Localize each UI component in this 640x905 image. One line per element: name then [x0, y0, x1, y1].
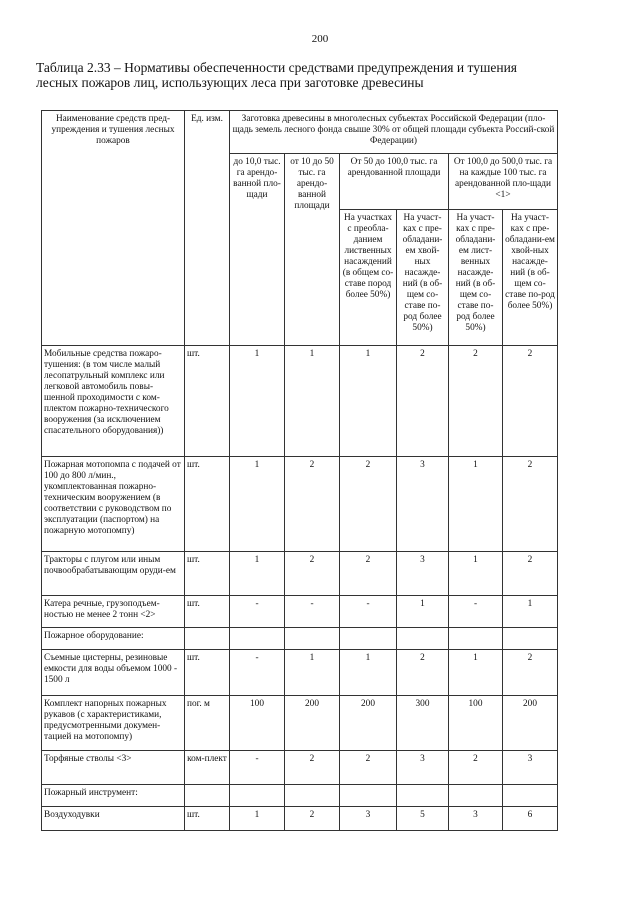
- row-value: 3: [503, 751, 558, 785]
- row-value: 2: [340, 751, 397, 785]
- row-value: 100: [230, 696, 285, 751]
- table-row: [42, 807, 558, 831]
- row-name: Тракторы с плугом или иным почвообрабатывающим оруди-ем: [42, 552, 185, 596]
- row-value: 2: [285, 552, 340, 596]
- table-row: [42, 346, 558, 457]
- page-number: 200: [311, 33, 329, 45]
- table-section-row: [42, 628, 558, 650]
- row-value: 2: [449, 346, 503, 457]
- row-unit: шт.: [185, 807, 230, 831]
- row-value: 2: [397, 650, 449, 696]
- row-value: 1: [285, 346, 340, 457]
- row-value: 2: [449, 751, 503, 785]
- row-value: -: [285, 596, 340, 628]
- row-value: 1: [397, 596, 449, 628]
- row-value: 2: [503, 457, 558, 552]
- table-row: [42, 696, 558, 751]
- row-name: Съемные цистерны, резиновые емкости для воды объемом 1000 - 1500 л: [42, 650, 185, 696]
- row-value: 2: [340, 457, 397, 552]
- row-unit: шт.: [185, 346, 230, 457]
- row-value: 1: [449, 650, 503, 696]
- row-unit: шт.: [185, 457, 230, 552]
- header-sub-2: от 10 до 50 тыс. га арендо-ванной площади: [285, 154, 340, 346]
- row-value: 200: [340, 696, 397, 751]
- header-sub-3b: На участ-ках с пре-обладани-ем хвой-ных насажде-ний (в об-щем со-ставе по-род более 50%): [397, 210, 449, 346]
- table-row: [42, 552, 558, 596]
- row-name: Пожарная мотопомпа с подачей от 100 до 800 л/мин., укомплектованная пожарно-техническим вооружением (в соответствии с руководством по эксплуатации (паспортом) на пожарную мотопомпу): [42, 457, 185, 552]
- row-value: 1: [230, 346, 285, 457]
- row-value: -: [340, 596, 397, 628]
- table-row: [42, 751, 558, 785]
- row-value: 1: [285, 650, 340, 696]
- row-value: 1: [340, 650, 397, 696]
- row-value: 200: [503, 696, 558, 751]
- row-value: 1: [230, 457, 285, 552]
- row-value: 3: [397, 751, 449, 785]
- section-heading: Пожарный инструмент:: [42, 785, 185, 807]
- row-value: 2: [340, 552, 397, 596]
- section-heading: Пожарное оборудование:: [42, 628, 185, 650]
- row-unit: шт.: [185, 552, 230, 596]
- row-value: 2: [503, 346, 558, 457]
- row-value: -: [230, 596, 285, 628]
- row-value: 2: [397, 346, 449, 457]
- table-row: [42, 457, 558, 552]
- row-value: 5: [397, 807, 449, 831]
- caption-line-2: лесных пожаров лиц, использующих леса при заготовке древесины: [36, 75, 424, 90]
- row-name: Торфяные стволы <3>: [42, 751, 185, 785]
- table-caption: [36, 60, 606, 90]
- norms-table: [41, 110, 558, 831]
- row-value: 200: [285, 696, 340, 751]
- table-row: [42, 596, 558, 628]
- header-sub-4: От 100,0 до 500,0 тыс. га на каждые 100 тыс. га арендованной пло-щади <1>: [449, 154, 558, 210]
- row-value: 2: [503, 552, 558, 596]
- caption-line-1: Таблица 2.33 – Нормативы обеспеченности средствами предупреждения и тушения: [36, 60, 518, 75]
- header-sub-4a: На участ-ках с пре-обладани-ем лист-венных насажде-ний (в об-щем со-ставе по-род более 50%): [449, 210, 503, 346]
- row-value: 1: [503, 596, 558, 628]
- header-sub-3: От 50 до 100,0 тыс. га арендованной площади: [340, 154, 449, 210]
- row-value: -: [449, 596, 503, 628]
- row-unit: шт.: [185, 650, 230, 696]
- table-row: [42, 650, 558, 696]
- row-value: 1: [340, 346, 397, 457]
- row-value: 3: [397, 457, 449, 552]
- row-name: Комплект напорных пожарных рукавов (с характеристиками, предусмотренными докумен-тацией на мотопомпу): [42, 696, 185, 751]
- row-value: 2: [285, 457, 340, 552]
- row-value: 3: [340, 807, 397, 831]
- row-value: 1: [230, 807, 285, 831]
- header-group: Заготовка древесины в многолесных субъектах Российской Федерации (пло-щадь земель лесного фонда свыше 30% от общей площади субъекта Россий-ской Федерации): [230, 111, 558, 154]
- row-value: 2: [285, 807, 340, 831]
- header-sub-1: до 10,0 тыс. га арендо-ванной пло-щади: [230, 154, 285, 346]
- header-sub-3a: На участках с преобла-данием лиственных насаждений (в общем со-ставе пород более 50%): [340, 210, 397, 346]
- row-value: 2: [285, 751, 340, 785]
- row-value: 6: [503, 807, 558, 831]
- row-unit: шт.: [185, 596, 230, 628]
- row-value: -: [230, 650, 285, 696]
- row-unit: пог. м: [185, 696, 230, 751]
- row-value: 3: [397, 552, 449, 596]
- row-name: Мобильные средства пожаро-тушения: (в том числе малый лесопатрульный комплекс или легковой автомобиль повы-шенной проходимости с ком-плектом пожарно-технического вооружения (за исключением спасательного оборудования)): [42, 346, 185, 457]
- row-value: -: [230, 751, 285, 785]
- row-value: 1: [449, 552, 503, 596]
- row-unit: ком-плект: [185, 751, 230, 785]
- header-unit: Ед. изм.: [185, 111, 230, 346]
- row-value: 3: [449, 807, 503, 831]
- row-name: Воздуходувки: [42, 807, 185, 831]
- row-value: 300: [397, 696, 449, 751]
- row-value: 100: [449, 696, 503, 751]
- row-value: 2: [503, 650, 558, 696]
- header-name: Наименование средств пред-упреждения и тушения лесных пожаров: [42, 111, 185, 346]
- row-value: 1: [230, 552, 285, 596]
- header-sub-4b: На участ-ках с пре-обладани-ем хвой-ных насажде-ний (в об-щем со-ставе по-род более 50%): [503, 210, 558, 346]
- row-value: 1: [449, 457, 503, 552]
- row-name: Катера речные, грузоподъем-ностью не менее 2 тонн <2>: [42, 596, 185, 628]
- table-section-row: [42, 785, 558, 807]
